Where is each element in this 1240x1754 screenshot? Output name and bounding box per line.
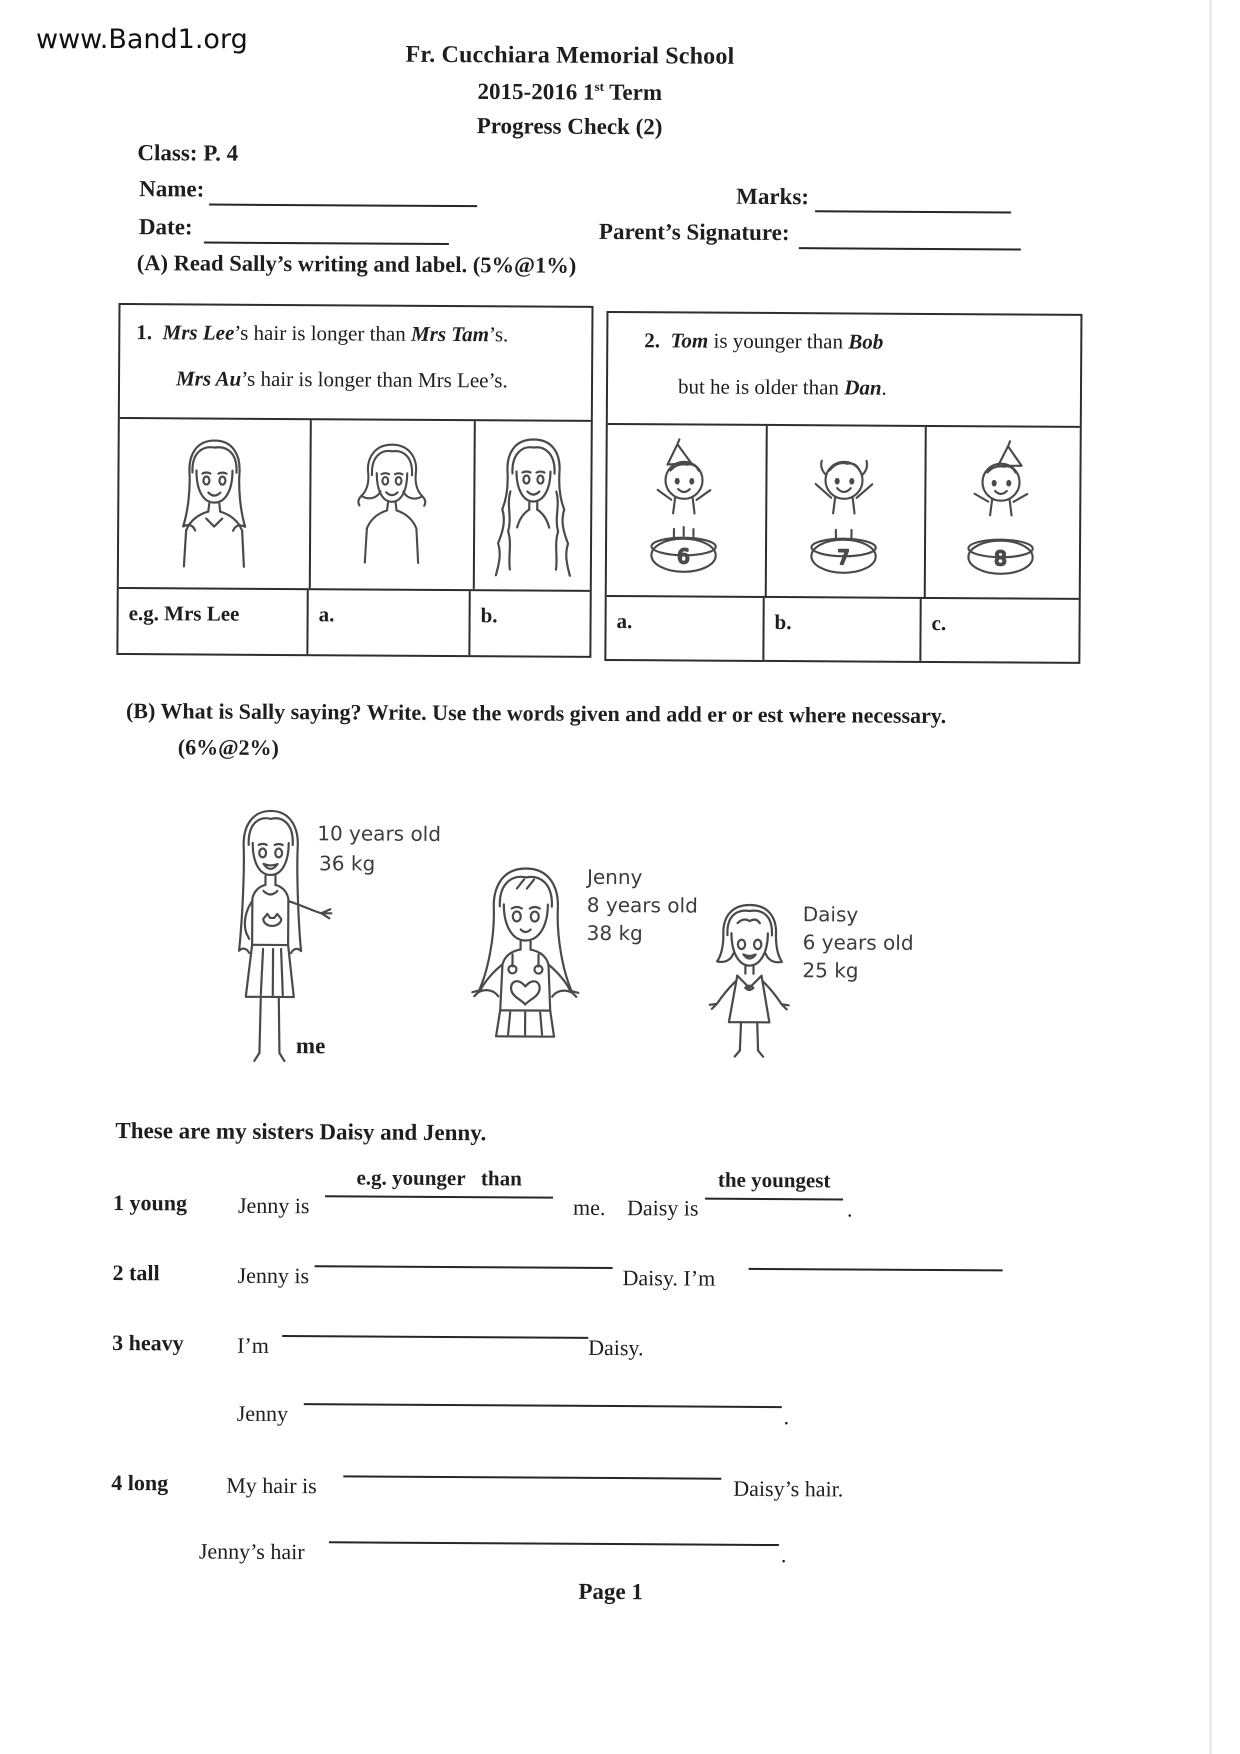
section-a-title: (A) Read Sally’s writing and label. (5%@1%) <box>136 250 577 278</box>
q3-answer-blank <box>282 1305 588 1339</box>
jenny-weight-label: 38 kg <box>586 920 643 946</box>
answer-cell-b: b. <box>764 598 921 661</box>
birthday-kid-cake-6-illustration <box>630 436 743 587</box>
q4-after: Daisy’s hair. <box>733 1475 844 1502</box>
q1-end: . <box>846 1196 853 1222</box>
svg-text:6: 6 <box>677 545 690 569</box>
sentence-segment: ’s. <box>488 322 509 347</box>
svg-text:7: 7 <box>836 546 850 570</box>
q2-answer-blank <box>315 1235 613 1269</box>
name-tom: Tom <box>670 328 709 353</box>
question-2-pictures <box>607 423 1080 600</box>
q3-after: Daisy. <box>588 1334 644 1361</box>
question-number: 2. <box>644 328 661 353</box>
marks-label: Marks: <box>736 183 810 210</box>
answer-cell-a: a. <box>308 590 470 655</box>
sentence-segment: ’s hair is longer than Mrs Lee’s. <box>241 367 508 393</box>
q4-pre: My hair is <box>226 1472 317 1499</box>
q3-answer-blank-2 <box>304 1373 782 1408</box>
q3-word: 3 heavy <box>112 1329 184 1356</box>
jenny-illustration <box>449 860 602 1079</box>
question-2-line-1 <box>644 325 1072 358</box>
woman-long-wavy-hair-illustration <box>480 429 585 582</box>
question-1-answer-row <box>118 587 589 656</box>
woman-medium-hair-illustration <box>161 428 267 579</box>
daisy-illustration <box>692 897 807 1080</box>
date-label: Date: <box>138 214 193 240</box>
q2-pre: Jenny is <box>237 1262 310 1289</box>
question-2-answer-row <box>606 595 1078 662</box>
q2-mid: Daisy. I’m <box>622 1265 716 1291</box>
name-blank-line <box>209 204 477 208</box>
me-age-label: 10 years old <box>317 821 442 846</box>
daisy-name-label: Daisy <box>802 902 859 927</box>
jenny-name-label: Jenny <box>586 864 643 890</box>
svg-text:8: 8 <box>993 546 1007 571</box>
watermark-url: www.Band1.org <box>36 24 248 55</box>
question-1-pictures <box>119 417 591 590</box>
question-2-line-2 <box>678 372 1072 405</box>
marks-blank-line <box>815 210 1011 213</box>
q3-line2-end: . <box>783 1404 790 1430</box>
q1-word: 1 young <box>112 1189 188 1216</box>
q3-pre: I’m <box>237 1332 269 1358</box>
sentence-segment: ’s hair is longer than <box>234 320 412 346</box>
answer-cell-c: c. <box>931 610 947 636</box>
birthday-kid-cake-7-illustration <box>789 437 902 588</box>
daisy-age-label: 6 years old <box>802 930 914 955</box>
class-label: Class: P. 4 <box>137 140 239 166</box>
intro-sentence: These are my sisters Daisy and Jenny. <box>115 1117 487 1146</box>
name-mrs-lee: Mrs Lee <box>162 320 235 345</box>
q1-example-answer-2: the youngest <box>705 1168 843 1201</box>
name-label: Name: <box>139 176 205 202</box>
q1-pre: Jenny is <box>237 1192 310 1219</box>
q4-answer-blank-2 <box>329 1511 779 1546</box>
term-main: 2015-2016 1 <box>477 78 595 105</box>
answer-cell-example: e.g. Mrs Lee <box>118 589 308 654</box>
date-blank-line <box>204 242 449 245</box>
section-b-marks: (6%@2%) <box>177 734 280 760</box>
question-number: 1. <box>136 320 153 345</box>
page-number: Page 1 <box>578 1578 643 1605</box>
me-name-label: me <box>295 1033 326 1059</box>
term-line <box>0 75 1140 109</box>
question-1-line-1 <box>136 317 583 350</box>
term-superscript: st <box>594 78 604 94</box>
sentence-segment: but he is older than <box>677 374 845 400</box>
picture-cell <box>475 421 591 590</box>
q4-line2-pre: Jenny’s hair <box>198 1538 305 1565</box>
section-b-title: (B) What is Sally saying? Write. Use the words given and add er or est where necessary. <box>125 698 947 729</box>
paper-title: Progress Check (2) <box>476 112 663 139</box>
q4-answer-blank <box>343 1445 721 1479</box>
birthday-kid-cake-8-illustration <box>946 438 1059 589</box>
me-weight-label: 36 kg <box>319 851 376 876</box>
woman-short-hair-illustration <box>342 430 443 579</box>
picture-cell <box>926 427 1080 600</box>
q3-line2-pre: Jenny <box>236 1400 289 1427</box>
answer-cell-b: b. <box>480 603 498 628</box>
header <box>0 39 1140 143</box>
name-bob: Bob <box>848 329 884 354</box>
picture-cell <box>311 420 476 589</box>
question-2-text <box>608 313 1081 405</box>
daisy-weight-label: 25 kg <box>802 958 859 983</box>
q1-example-answer: e.g. younger than <box>325 1165 553 1198</box>
q1-mid: me. <box>572 1194 606 1220</box>
picture-cell <box>767 426 927 599</box>
q2-answer-blank-2 <box>749 1238 1003 1272</box>
name-mrs-au: Mrs Au <box>175 366 242 392</box>
sentence-segment: . <box>881 376 887 401</box>
signature-blank-line <box>799 247 1021 250</box>
term-rest: Term <box>603 79 663 105</box>
picture-cell <box>607 425 768 598</box>
q4-word: 4 long <box>111 1469 169 1496</box>
q4-line2-end: . <box>780 1542 787 1568</box>
question-2-box <box>604 311 1082 664</box>
name-mrs-tam: Mrs Tam <box>410 321 490 347</box>
school-name: Fr. Cucchiara Memorial School <box>405 41 735 70</box>
answer-cell-a: a. <box>606 597 764 660</box>
q1-pre2: Daisy is <box>626 1195 699 1221</box>
q2-word: 2 tall <box>112 1259 160 1286</box>
question-1-text <box>120 305 592 397</box>
sentence-segment: is younger than <box>708 328 849 354</box>
signature-label: Parent’s Signature: <box>598 218 790 246</box>
jenny-age-label: 8 years old <box>586 892 698 918</box>
question-1-line-2 <box>176 364 583 397</box>
picture-cell <box>119 419 312 588</box>
question-1-box <box>116 303 593 658</box>
name-dan: Dan <box>844 375 882 401</box>
